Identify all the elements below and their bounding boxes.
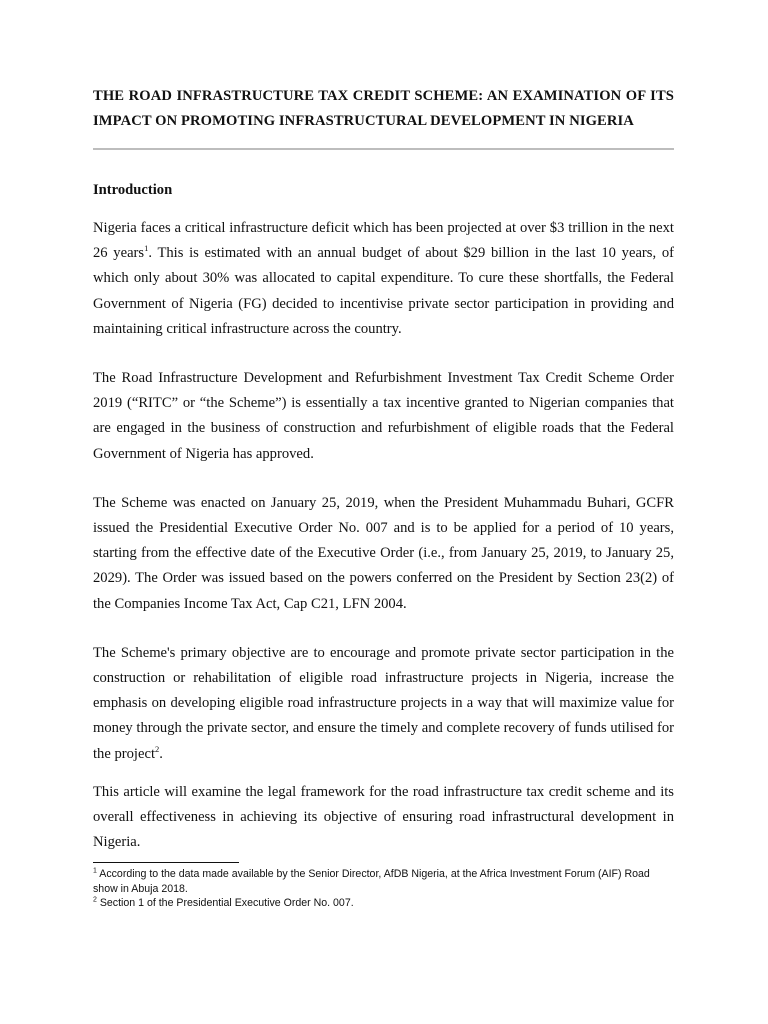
footnote-ref-2: 2 (155, 743, 160, 754)
paragraph-4-text-a: The Scheme's primary objective are to encourage and promote private sector participation in the construction or rehabilitation of eligible road infrastructure projects in Nigeria, increase the emphasis on developing eligible road infrastructure projects in a way that will maximize value for money through the private sector, and ensure the timely and complete recovery of funds utilised for the project (93, 644, 674, 762)
footnotes (93, 867, 674, 911)
paragraph-4-text-b: . (159, 745, 163, 762)
footnote-2-marker: 2 (93, 896, 97, 904)
paragraph-1-text-b: . This is estimated with an annual budget of about $29 billion in the last 10 years, of which only about 30% was allocated to capital expenditure. To cure these shortfalls, the Federal Government of Nigeria (FG) decided to incentivise private sector participation in providing and maintaining critical infrastructure across the country. (93, 245, 674, 337)
document-title: THE ROAD INFRASTRUCTURE TAX CREDIT SCHEME: AN EXAMINATION OF ITS IMPACT ON PROMOTING INFRASTRUCTURAL DEVELOPMENT IN NIGERIA (93, 88, 674, 129)
footnote-2 (93, 896, 674, 911)
footnote-separator (93, 862, 239, 863)
footnote-1-marker: 1 (93, 867, 97, 875)
paragraph-4 (93, 641, 674, 767)
footnote-1 (93, 867, 674, 896)
paragraph-1 (93, 216, 674, 342)
footnote-1-text: According to the data made available by the Senior Director, AfDB Nigeria, at the Africa Investment Forum (AIF) Road show in Abuja 2018. (93, 868, 650, 895)
paragraph-5: This article will examine the legal framework for the road infrastructure tax credit scheme and its overall effectiveness in achieving its objective of ensuring road infrastructural development in Nigeria. (93, 783, 674, 851)
footnote-ref-1: 1 (144, 243, 149, 254)
paragraph-1-text-a: Nigeria faces a critical infrastructure deficit which has been projected at over $3 trillion in the next 26 years (93, 220, 674, 262)
paragraph-2: The Road Infrastructure Development and Refurbishment Investment Tax Credit Scheme Order 2019 (“RITC” or “the Scheme”) is essentially a tax incentive granted to Nigerian companies that are engaged in the business of construction and refurbishment of eligible roads that the Federal Government of Nigeria has approved. (93, 370, 674, 462)
section-heading-introduction: Introduction (93, 182, 173, 198)
title-divider (93, 148, 674, 150)
footnote-2-text: Section 1 of the Presidential Executive Order No. 007. (96, 897, 354, 910)
paragraph-3: The Scheme was enacted on January 25, 2019, when the President Muhammadu Buhari, GCFR issued the Presidential Executive Order No. 007 and is to be applied for a period of 10 years, starting from the effective date of the Executive Order (i.e., from January 25, 2019, to January 25, 2029). The Order was issued based on the powers conferred on the President by Section 23(2) of the Companies Income Tax Act, Cap C21, LFN 2004. (93, 494, 674, 612)
document-page (93, 84, 674, 911)
